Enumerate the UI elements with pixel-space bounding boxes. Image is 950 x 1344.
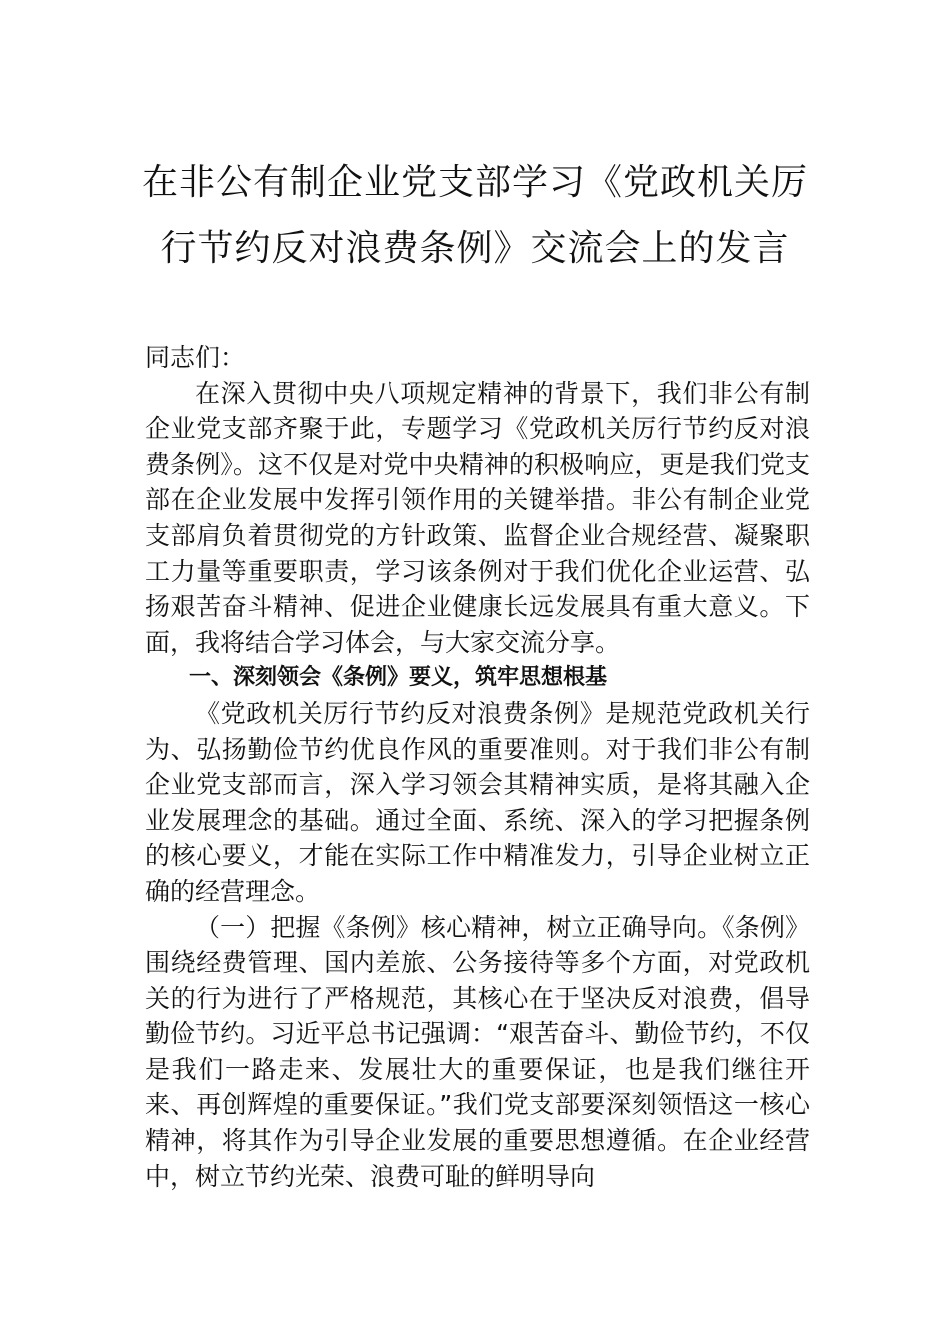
salutation: 同志们： (145, 343, 246, 372)
title-line-2: 行节约反对浪费条例》交流会上的发言 (160, 228, 790, 269)
document-title (120, 150, 830, 282)
title-line-1: 在非公有制企业党支部学习《党政机关厉 (141, 162, 808, 203)
paragraph-subsection-1: （一）把握《条例》核心精神，树立正确导向。《条例》围绕经费管理、国内差旅、公务接待等多个方面，对党政机关的行为进行了严格规范，其核心在于坚决反对浪费，倡导勤俭节约。习近平总书记强调：“艰苦奋斗、勤俭节约，不仅是我们一路走来、发展壮大的重要保证，也是我们继往开来、再创辉煌的重要保证。”我们党支部要深刻领悟这一核心精神，将其作为引导企业发展的重要思想遵循。在企业经营中，树立节约光荣、浪费可耻的鲜明导向 (145, 912, 810, 1191)
section-heading-1: 一、深刻领会《条例》要义，筑牢思想根基 (189, 665, 608, 691)
paragraph-section-1: 《党政机关厉行节约反对浪费条例》是规范党政机关行为、弘扬勤俭节约优良作风的重要准则。对于我们非公有制企业党支部而言，深入学习领会其精神实质，是将其融入企业发展理念的基础。通过全面、系统、深入的学习把握条例的核心要义，才能在实际工作中精准发力，引导企业树立正确的经营理念。 (145, 698, 810, 906)
paragraph-intro: 在深入贯彻中央八项规定精神的背景下，我们非公有制企业党支部齐聚于此，专题学习《党政机关厉行节约反对浪费条例》。这不仅是对党中央精神的积极响应，更是我们党支部在企业发展中发挥引领作用的关键举措。非公有制企业党支部肩负着贯彻党的方针政策、监督企业合规经营、凝聚职工力量等重要职责，学习该条例对于我们优化企业运营、弘扬艰苦奋斗精神、促进企业健康长远发展具有重大意义。下面，我将结合学习体会，与大家交流分享。 (145, 378, 810, 657)
document-body (145, 340, 810, 1194)
